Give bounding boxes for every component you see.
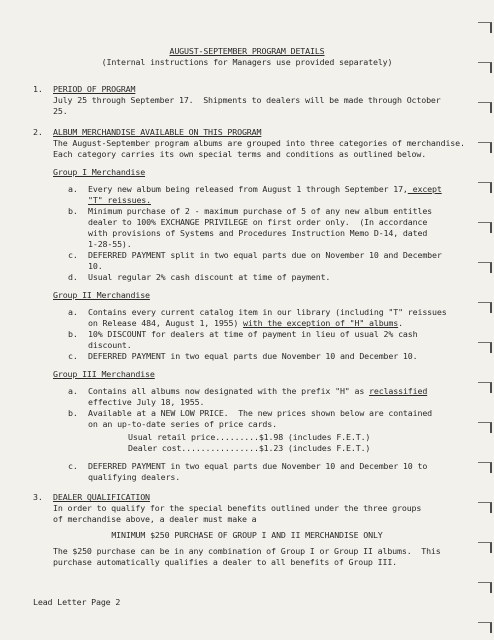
page-subtitle: (Internal instructions for Managers use provided separately) [101, 57, 393, 67]
item-text: on Release 484, August 1, 1955) [88, 318, 244, 328]
item-letter: c. [68, 461, 78, 471]
binder-tab [478, 222, 492, 233]
page-title: AUGUST-SEPTEMBER PROGRAM DETAILS [169, 46, 325, 56]
item-line: Contains every current catalog item in our library (including "T" reissues [88, 307, 447, 317]
binder-tab [478, 302, 492, 313]
binder-tab [478, 422, 492, 433]
binder-tab [478, 462, 492, 473]
item-text: Contains all albums now designated with the prefix "H" as [88, 386, 370, 396]
body-line: of merchandise above, a dealer must make a [53, 514, 257, 524]
item-line: 10. [88, 261, 103, 271]
page-footer: Lead Letter Page 2 [33, 597, 121, 607]
item-line: DEFERRED PAYMENT in two equal parts due November 10 and December 10 to [88, 461, 428, 471]
group-heading: Group III Merchandise [53, 369, 155, 379]
item-line: with provisions of Systems and Procedures Instruction Memo D-14, dated [88, 228, 428, 238]
binder-tab [478, 182, 492, 193]
item-line [88, 318, 403, 328]
binder-tab [478, 142, 492, 153]
item-line [88, 386, 427, 396]
body-line: purchase automatically qualifies a dealer to all benefits of Group III. [53, 557, 398, 567]
group-heading: Group I Merchandise [53, 167, 146, 177]
item-line: Minimum purchase of 2 - maximum purchase of 5 of any new album entitles [88, 206, 433, 216]
price-line: Usual retail price.........$1.98 (includes F.E.T.) [128, 432, 371, 442]
item-line: "T" reissues. [88, 195, 151, 205]
item-line: DEFERRED PAYMENT in two equal parts due November 10 and December 10. [88, 351, 418, 361]
item-line: dealer to 100% EXCHANGE PRIVILEGE on first order only. (In accordance [88, 217, 428, 227]
binder-tab [478, 542, 492, 553]
binder-tab [478, 262, 492, 273]
body-line: July 25 through September 17. Shipments to dealers will be made through October [53, 95, 441, 105]
item-line [88, 184, 442, 194]
item-letter: b. [68, 206, 78, 216]
item-letter: a. [68, 386, 78, 396]
item-letter: b. [68, 408, 78, 418]
item-letter: c. [68, 351, 78, 361]
item-letter: d. [68, 272, 78, 282]
item-letter: b. [68, 329, 78, 339]
price-line: Dealer cost................$1.23 (includes F.E.T.) [128, 443, 371, 453]
binder-tab [478, 502, 492, 513]
item-letter: a. [68, 307, 78, 317]
binder-tab [478, 102, 492, 113]
section-heading: ALBUM MERCHANDISE AVAILABLE ON THIS PROGRAM [53, 127, 262, 137]
item-line: Usual regular 2% cash discount at time of payment. [88, 272, 331, 282]
item-emphasis: except [407, 184, 442, 194]
binder-tab [478, 342, 492, 353]
binder-tab [478, 22, 492, 33]
item-line: qualifying dealers. [88, 472, 181, 482]
requirement-line: MINIMUM $250 PURCHASE OF GROUP I AND II MERCHANDISE ONLY [111, 530, 383, 540]
body-line: The August-September program albums are grouped into three categories of merchandise. [53, 138, 465, 148]
item-line: 10% DISCOUNT for dealers at time of payment in lieu of usual 2% cash [88, 329, 418, 339]
section-number: 1. [33, 84, 43, 94]
item-letter: c. [68, 250, 78, 260]
section-heading: PERIOD OF PROGRAM [53, 84, 136, 94]
body-line: Each category carries its own special terms and conditions as outlined below. [53, 149, 427, 159]
binder-tab [478, 382, 492, 393]
item-emphasis: with the exception of "H" albums [243, 318, 399, 328]
item-text: . [398, 318, 403, 328]
body-line: 25. [53, 106, 68, 116]
body-line: In order to qualify for the special benefits outlined under the three groups [53, 503, 422, 513]
item-text: Every new album being released from August 1 through September 17, [88, 184, 408, 194]
item-line: 1-28-55). [88, 239, 132, 249]
item-line: discount. [88, 340, 132, 350]
item-line: DEFERRED PAYMENT split in two equal parts due on November 10 and December [88, 250, 442, 260]
binder-tab [478, 622, 492, 633]
group-heading: Group II Merchandise [53, 290, 150, 300]
section-heading: DEALER QUALIFICATION [53, 492, 150, 502]
item-line: Available at a NEW LOW PRICE. The new prices shown below are contained [88, 408, 433, 418]
item-letter: a. [68, 184, 78, 194]
section-number: 2. [33, 127, 43, 137]
section-number: 3. [33, 492, 43, 502]
item-line: on an up-to-date series of price cards. [88, 419, 277, 429]
binder-edge [478, 0, 494, 640]
body-line: The $250 purchase can be in any combination of Group I or Group II albums. This [53, 546, 441, 556]
item-line: effective July 18, 1955. [88, 397, 205, 407]
item-emphasis: reclassified [369, 386, 428, 396]
binder-tab [478, 582, 492, 593]
